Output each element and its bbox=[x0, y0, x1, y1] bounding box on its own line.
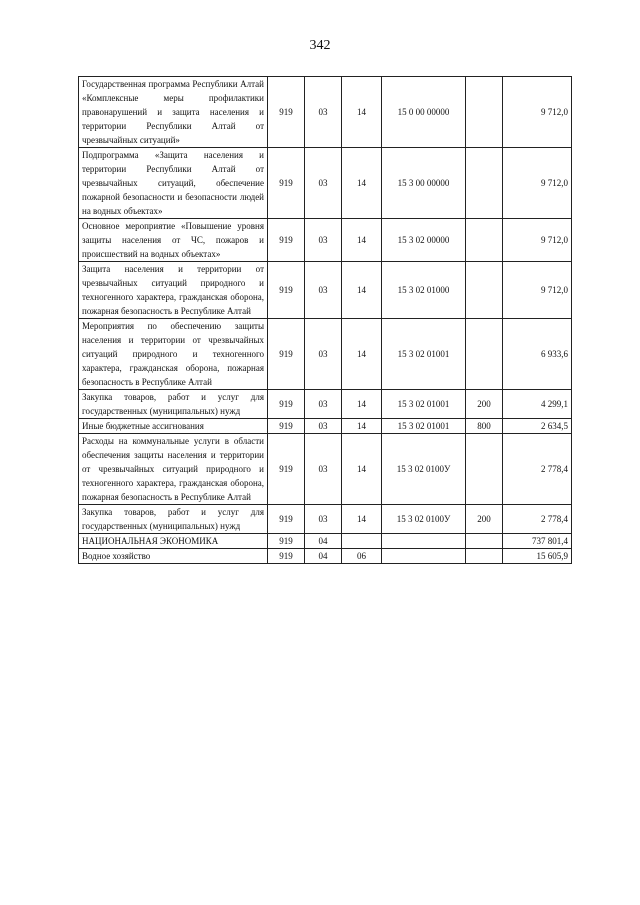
subsection-code-cell: 14 bbox=[342, 148, 382, 219]
amount-cell: 9 712,0 bbox=[503, 148, 572, 219]
admin-code-cell: 919 bbox=[268, 419, 305, 434]
amount-cell: 9 712,0 bbox=[503, 219, 572, 262]
row-name-cell: НАЦИОНАЛЬНАЯ ЭКОНОМИКА bbox=[79, 534, 268, 549]
admin-code-cell: 919 bbox=[268, 505, 305, 534]
section-code-cell: 03 bbox=[305, 219, 342, 262]
subsection-code-cell: 14 bbox=[342, 419, 382, 434]
table-row bbox=[79, 390, 572, 419]
budget-table-body bbox=[79, 77, 572, 564]
target-article-cell: 15 3 02 01001 bbox=[382, 390, 466, 419]
amount-cell: 737 801,4 bbox=[503, 534, 572, 549]
row-name-cell: Иные бюджетные ассигнования bbox=[79, 419, 268, 434]
table-row bbox=[79, 505, 572, 534]
section-code-cell: 03 bbox=[305, 319, 342, 390]
expense-type-cell bbox=[466, 262, 503, 319]
section-code-cell: 03 bbox=[305, 390, 342, 419]
section-code-cell: 04 bbox=[305, 549, 342, 564]
target-article-cell: 15 3 00 00000 bbox=[382, 148, 466, 219]
target-article-cell bbox=[382, 534, 466, 549]
subsection-code-cell: 14 bbox=[342, 390, 382, 419]
table-row bbox=[79, 534, 572, 549]
subsection-code-cell: 14 bbox=[342, 77, 382, 148]
amount-cell: 15 605,9 bbox=[503, 549, 572, 564]
row-name-cell: Водное хозяйство bbox=[79, 549, 268, 564]
admin-code-cell: 919 bbox=[268, 219, 305, 262]
subsection-code-cell bbox=[342, 534, 382, 549]
subsection-code-cell: 14 bbox=[342, 319, 382, 390]
amount-cell: 4 299,1 bbox=[503, 390, 572, 419]
budget-table bbox=[78, 76, 572, 564]
subsection-code-cell: 14 bbox=[342, 434, 382, 505]
target-article-cell: 15 3 02 0100У bbox=[382, 434, 466, 505]
amount-cell: 2 778,4 bbox=[503, 505, 572, 534]
table-row bbox=[79, 419, 572, 434]
row-name-cell: Подпрограмма «Защита населения и территории Республики Алтай от чрезвычайных ситуаций, обеспечение пожарной безопасности и безопасности людей на водных объектах» bbox=[79, 148, 268, 219]
expense-type-cell bbox=[466, 219, 503, 262]
admin-code-cell: 919 bbox=[268, 77, 305, 148]
admin-code-cell: 919 bbox=[268, 434, 305, 505]
amount-cell: 6 933,6 bbox=[503, 319, 572, 390]
amount-cell: 9 712,0 bbox=[503, 262, 572, 319]
row-name-cell: Расходы на коммунальные услуги в области обеспечения защиты населения и территории от чрезвычайных ситуаций природного и техногенного характера, гражданская оборона, пожарная безопасность в Республике Алтай bbox=[79, 434, 268, 505]
amount-cell: 2 634,5 bbox=[503, 419, 572, 434]
subsection-code-cell: 14 bbox=[342, 219, 382, 262]
expense-type-cell: 800 bbox=[466, 419, 503, 434]
table-row bbox=[79, 549, 572, 564]
row-name-cell: Основное мероприятие «Повышение уровня защиты населения от ЧС, пожаров и происшествий на водных объектах» bbox=[79, 219, 268, 262]
admin-code-cell: 919 bbox=[268, 534, 305, 549]
table-row bbox=[79, 434, 572, 505]
admin-code-cell: 919 bbox=[268, 390, 305, 419]
expense-type-cell bbox=[466, 148, 503, 219]
admin-code-cell: 919 bbox=[268, 319, 305, 390]
table-row bbox=[79, 148, 572, 219]
page-number: 342 bbox=[309, 38, 331, 53]
subsection-code-cell: 14 bbox=[342, 505, 382, 534]
target-article-cell: 15 3 02 00000 bbox=[382, 219, 466, 262]
table-row bbox=[79, 219, 572, 262]
table-row bbox=[79, 262, 572, 319]
row-name-cell: Мероприятия по обеспечению защиты населения и территории от чрезвычайных ситуаций природного и техногенного характера, гражданская оборона, пожарная безопасность в Республике Алтай bbox=[79, 319, 268, 390]
row-name-cell: Закупка товаров, работ и услуг для государственных (муниципальных) нужд bbox=[79, 390, 268, 419]
admin-code-cell: 919 bbox=[268, 148, 305, 219]
admin-code-cell: 919 bbox=[268, 549, 305, 564]
section-code-cell: 04 bbox=[305, 534, 342, 549]
row-name-cell: Защита населения и территории от чрезвычайных ситуаций природного и техногенного характера, гражданская оборона, пожарная безопасность в Республике Алтай bbox=[79, 262, 268, 319]
expense-type-cell: 200 bbox=[466, 505, 503, 534]
expense-type-cell: 200 bbox=[466, 390, 503, 419]
expense-type-cell bbox=[466, 434, 503, 505]
target-article-cell: 15 3 02 0100У bbox=[382, 505, 466, 534]
expense-type-cell bbox=[466, 319, 503, 390]
admin-code-cell: 919 bbox=[268, 262, 305, 319]
amount-cell: 9 712,0 bbox=[503, 77, 572, 148]
amount-cell: 2 778,4 bbox=[503, 434, 572, 505]
table-row bbox=[79, 77, 572, 148]
table-row bbox=[79, 319, 572, 390]
target-article-cell: 15 3 02 01001 bbox=[382, 419, 466, 434]
subsection-code-cell: 06 bbox=[342, 549, 382, 564]
section-code-cell: 03 bbox=[305, 262, 342, 319]
row-name-cell: Закупка товаров, работ и услуг для государственных (муниципальных) нужд bbox=[79, 505, 268, 534]
row-name-cell: Государственная программа Республики Алтай «Комплексные меры профилактики правонарушений и защита населения и территории Республики Алтай от чрезвычайных ситуаций» bbox=[79, 77, 268, 148]
target-article-cell: 15 3 02 01000 bbox=[382, 262, 466, 319]
target-article-cell: 15 3 02 01001 bbox=[382, 319, 466, 390]
section-code-cell: 03 bbox=[305, 77, 342, 148]
subsection-code-cell: 14 bbox=[342, 262, 382, 319]
section-code-cell: 03 bbox=[305, 434, 342, 505]
expense-type-cell bbox=[466, 77, 503, 148]
target-article-cell bbox=[382, 549, 466, 564]
section-code-cell: 03 bbox=[305, 505, 342, 534]
section-code-cell: 03 bbox=[305, 419, 342, 434]
expense-type-cell bbox=[466, 534, 503, 549]
section-code-cell: 03 bbox=[305, 148, 342, 219]
expense-type-cell bbox=[466, 549, 503, 564]
target-article-cell: 15 0 00 00000 bbox=[382, 77, 466, 148]
